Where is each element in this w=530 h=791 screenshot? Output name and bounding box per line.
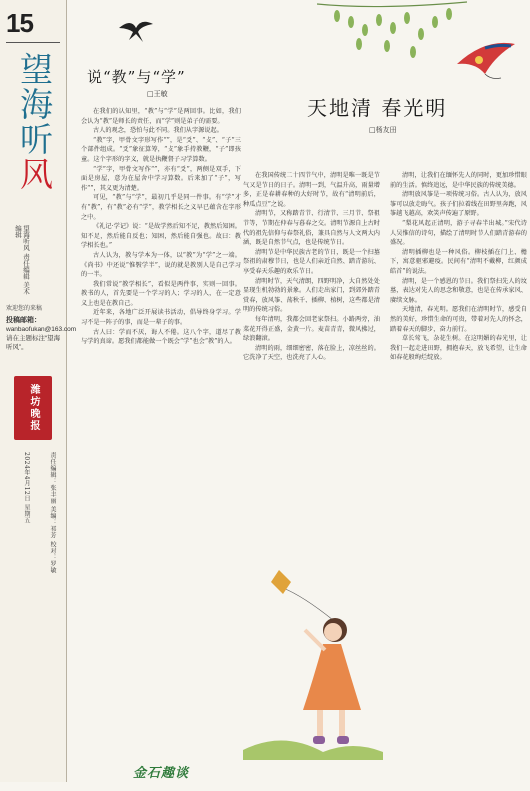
paragraph: 在我国传统二十四节气中，清明是唯一既是节气又是节日的日子。清明一到，气温升高，雨量增多，正是春耕春种的大好时节，故有“清明前后，种瓜点豆”之说。 — [243, 172, 380, 208]
swallow-bird-icon — [117, 14, 155, 44]
paragraph: 古人曰：学而不厌，诲人不倦。这八个字，道尽了教与学的真谛。愿我们都能做一个既会“学”也会“教”的人。 — [81, 328, 241, 346]
editor-credits: 望海听风 责任编辑 美术编辑 — [14, 225, 30, 295]
paragraph: 草长莺飞，杂花生树。在这明媚的春光里，让我们一起走进田野，拥抱春天，放飞希望，让生命如春花般绚烂绽放。 — [390, 335, 527, 362]
kite-icon — [455, 34, 525, 84]
submission-email[interactable]: wanbaofukan@163.com — [6, 326, 77, 333]
column-title-main: 望海听 — [15, 52, 54, 157]
paragraph: 可见，“教”与“学”，最初几乎是同一件事。有“学”才有“教”，有“教”必有“学”，教学相长之义早已蕴含在字形之中。 — [81, 194, 241, 221]
paragraph: 我们常说“教学相长”，看似是两件事，实则一回事。教书的人，首先要是一个学习的人；学习的人，在一定意义上也是在教自己。 — [81, 280, 241, 307]
footer-column-logo: 金石趣谈 — [133, 766, 190, 781]
divider — [6, 42, 60, 43]
article-body-col1 — [243, 171, 380, 581]
left-column — [0, 0, 77, 782]
newspaper-logo: 潍坊晚报 — [14, 376, 52, 440]
column-title-accent: 风 — [15, 157, 54, 192]
girl-kite-illustration — [243, 560, 383, 760]
paragraph: 清明节是中华民族古老的节日，既是一个扫墓祭祖的肃穆节日，也是人们亲近自然、踏青游玩、享受春天乐趣的欢乐节日。 — [243, 248, 380, 275]
welcome-note: 欢迎您的来稿 — [6, 305, 43, 312]
article-title: 天地清 春光明 — [307, 96, 448, 120]
paragraph: “梨花风起正清明，游子寻春半出城。”宋代诗人吴惟信的诗句，描绘了清明时节人们踏青游春的盛况。 — [390, 219, 527, 247]
paragraph: 清明的雨，细细密密，落在脸上，凉丝丝的。它洗净了天空，也洗亮了人心。 — [243, 344, 380, 362]
page-number: 15 — [6, 8, 33, 38]
date-line: 2024年4月12日 星期五 — [23, 452, 30, 524]
article-author: □王敏 — [147, 90, 168, 98]
column-title — [10, 52, 54, 192]
paragraph: 近年来，各地广泛开展读书活动，倡导终身学习。学习不是一阵子的事，而是一辈子的事。 — [81, 309, 241, 327]
paragraph: 清明放风筝是一项传统习俗。古人认为，放风筝可以放走晦气。孩子们拉着线在田野里奔跑，风筝越飞越高，欢笑声传遍了原野。 — [390, 191, 527, 218]
paragraph: “学”字，甲骨文写作“”，亦有“爻”，两侧是双手，下面是房屋，意为在屋舍中学习算数。后来加了“子”，写作“”，其义更为清楚。 — [81, 165, 241, 192]
paragraph: 清明节，又称踏青节、行清节、三月节、祭祖节等，节期在仲春与暮春之交。清明节源自上古时代的祖先信仰与春祭礼俗，兼具自然与人文两大内涵，既是自然节气点，也是传统节日。 — [243, 210, 380, 247]
paragraph: 天地清，春光明。愿我们在清明时节，感受自然的美好，珍惜生命的可贵，带着对先人的怀念，踏着春天的脚步，奋力前行。 — [390, 306, 527, 333]
article-body — [81, 107, 241, 667]
submission-note: 请在主题标注“望海听风”。 — [6, 335, 61, 351]
article-title: 说“教”与“学” — [87, 68, 186, 86]
paragraph: 古人认为，教与学本为一体，以“教”为“学”之一端。《尚书》中还说“惟斅学半”，说的就是教别人是自己学习的一半。 — [81, 251, 241, 279]
submission-label: 投稿邮箱： — [6, 317, 41, 324]
paragraph: 每年清明，我都会回老家祭扫。小路两旁，油菜花开得正盛，金黄一片。麦苗青青，微风拂过，绿浪翻滚。 — [243, 315, 380, 343]
article-jiao-xue — [81, 66, 241, 667]
paragraph: 清明插柳也是一种风俗。柳枝插在门上、檐下，寓意驱邪避疫。民间有“清明不戴柳，红颜成皓首”的说法。 — [390, 248, 527, 275]
paragraph: 在我们的认知里，“教”与“学”是两回事。比如，我们会认为“教”是师长的责任，而“学”则是弟子的需要。 — [81, 108, 241, 125]
paragraph: “教”字，甲骨文字形写作“”，是“爻”、“攴”、“子”三个部件组成。“爻”象征算筹，“攴”象手持教鞭，“子”即孩童。这个字形的字义，就是执鞭督子习学算数。 — [81, 136, 241, 163]
article-author: □杨友田 — [369, 126, 397, 134]
paragraph: 清明，是一个感恩的节日。我们祭扫先人的坟墓，表达对先人的思念和敬意，也是在传承家风、赓续文脉。 — [390, 277, 527, 304]
willow-branch-illustration — [317, 0, 467, 70]
staff-credits: 责任编辑：张丰丽 美编：祁芳 校对：罗敏 — [49, 452, 56, 574]
paragraph: 古人的观念，恐怕与此不同。我们从字源说起。 — [93, 127, 223, 135]
paragraph: 清明时节，天气清朗，四野明净，大自然处处显现生机勃勃的景象。人们走出家门，到郊外踏青赏春，放风筝、荡秋千、插柳、植树，这些都是清明的传统习俗。 — [243, 277, 380, 314]
submission-info — [6, 316, 77, 352]
paragraph: 《礼记·学记》说：“是故学然后知不足，教然后知困。知不足，然后能自反也；知困，然后能自强也。故曰：教学相长也。” — [81, 223, 241, 250]
paragraph: 清明，让我们在缅怀先人的同时，更加珍惜眼前的生活。慎终追远，是中华民族的传统美德。 — [390, 172, 527, 189]
article-body-col2 — [390, 171, 527, 791]
main-content — [67, 0, 530, 782]
